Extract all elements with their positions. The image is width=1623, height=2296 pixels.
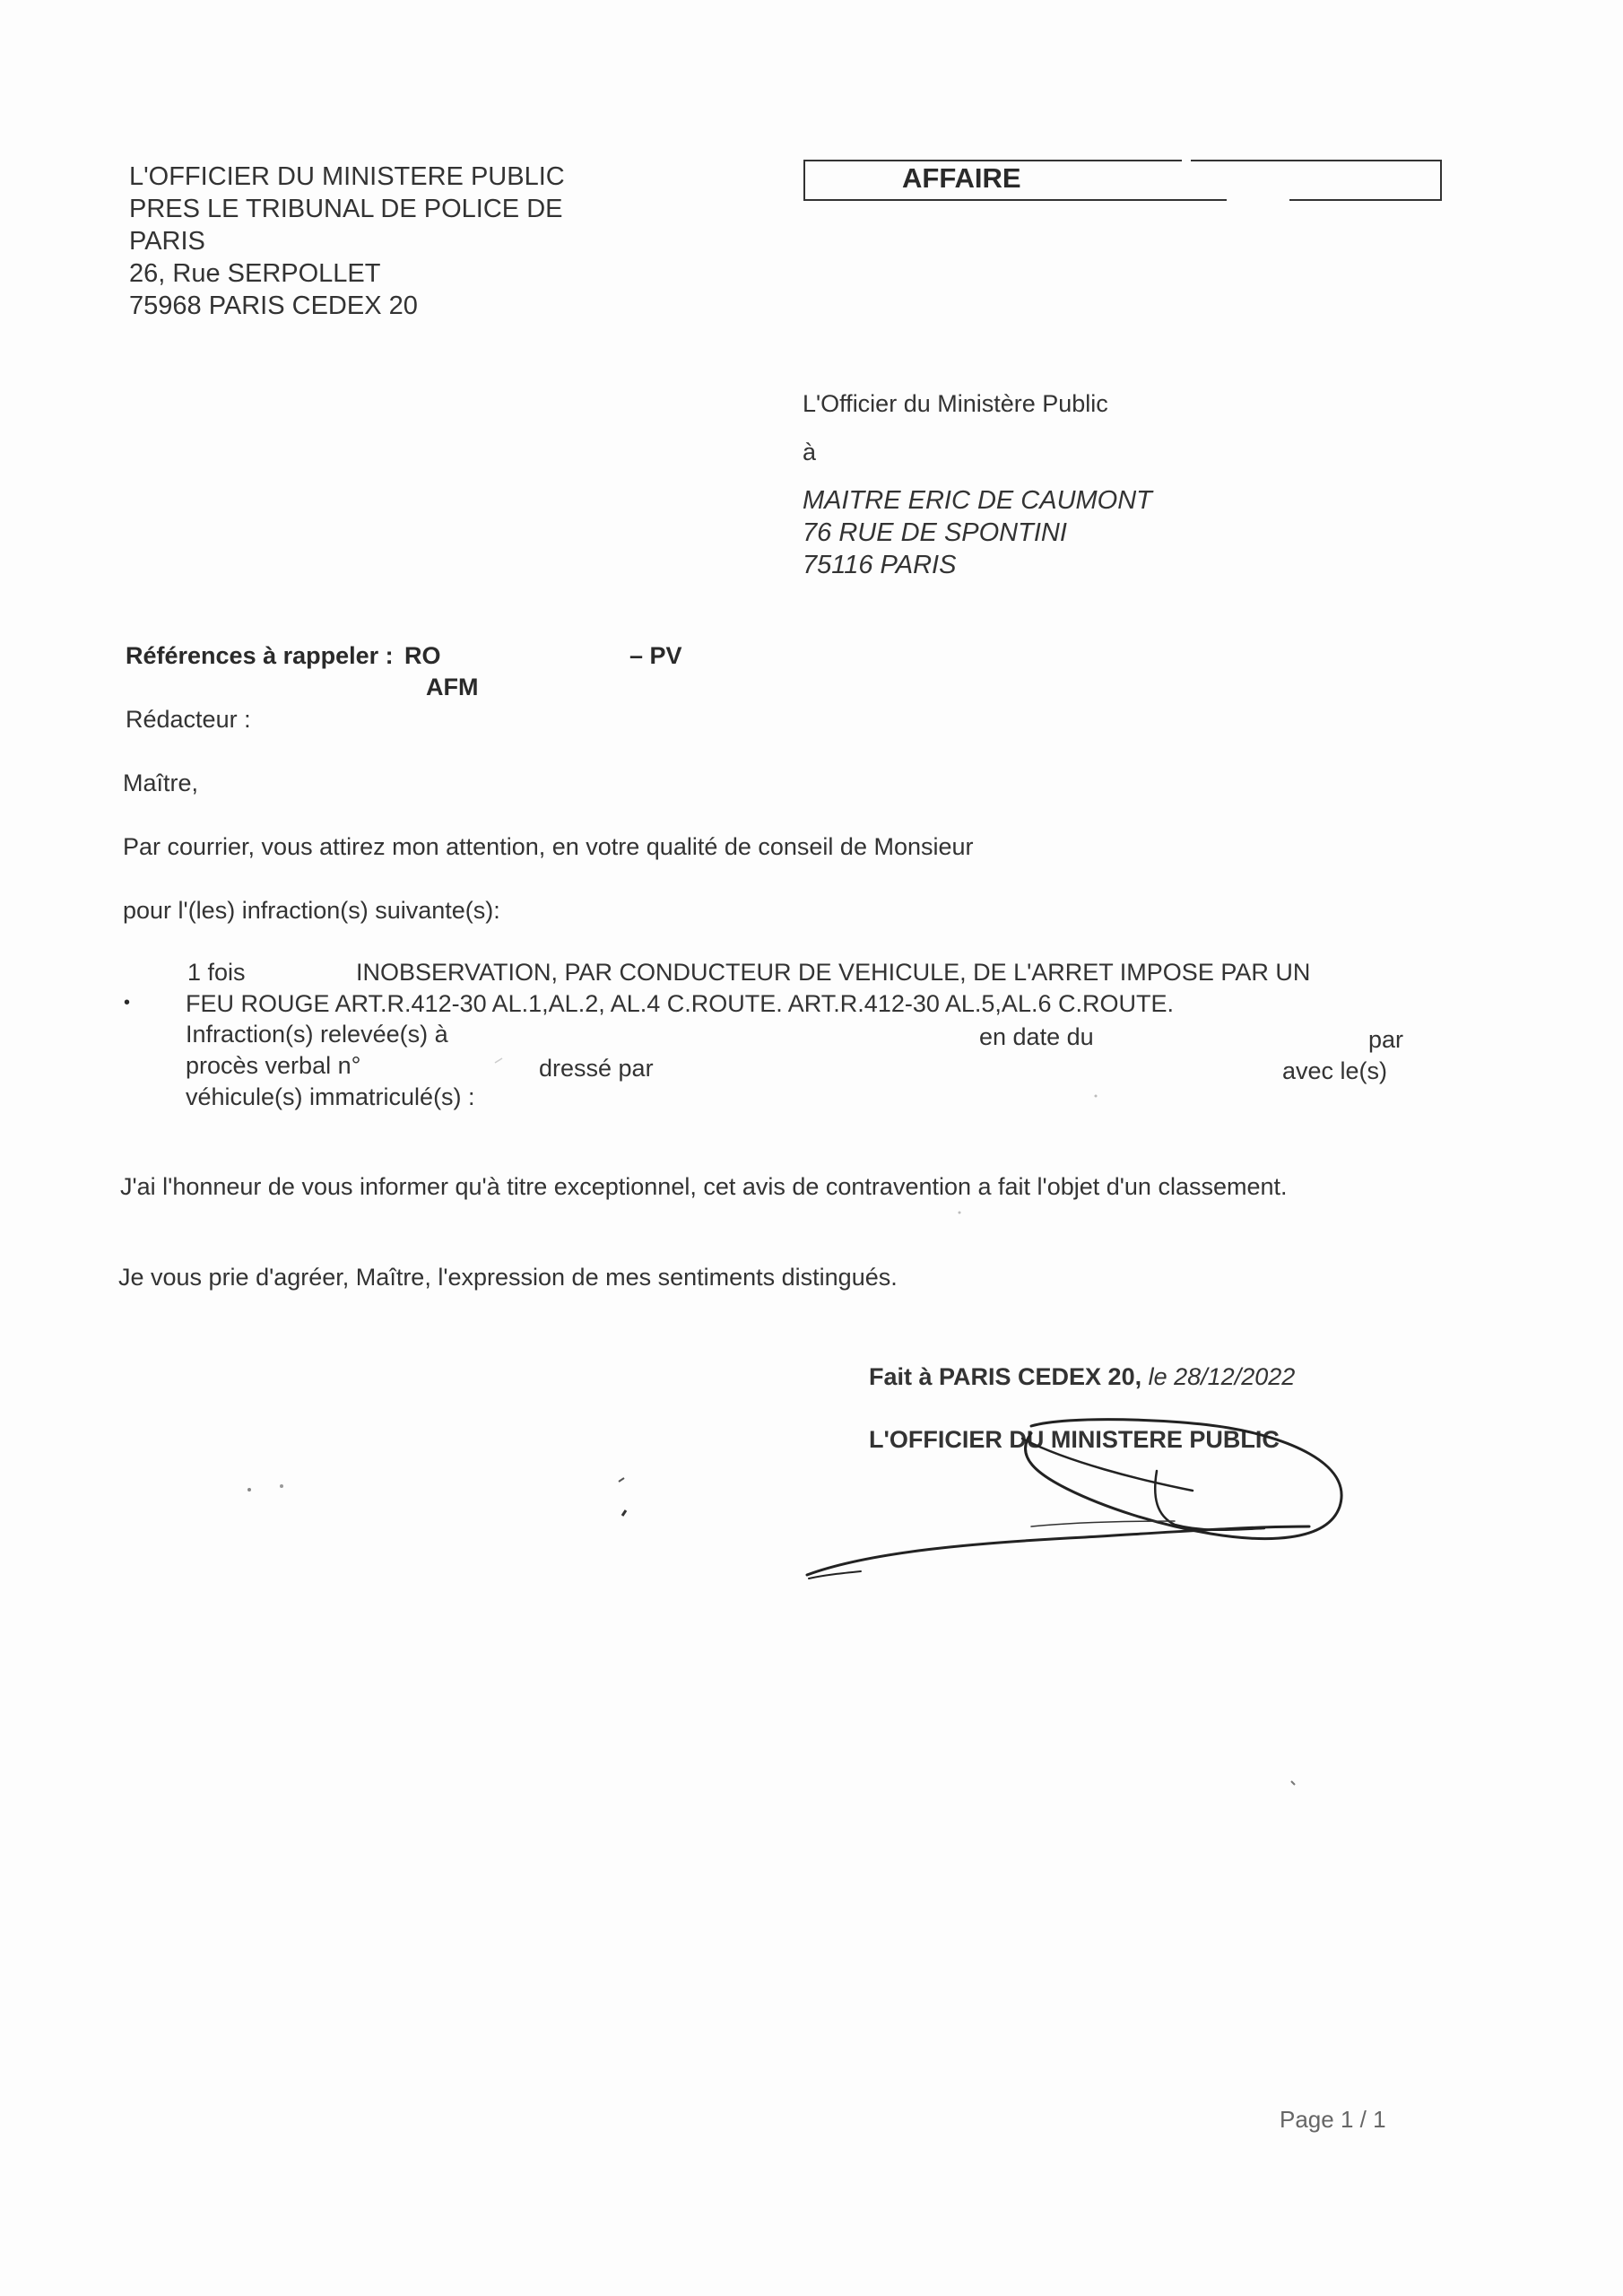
sender-line-2: PRES LE TRIBUNAL DE POLICE DE	[129, 195, 563, 223]
vehicules-label: véhicule(s) immatriculé(s) :	[186, 1083, 475, 1110]
affaire-label: AFFAIRE	[902, 162, 1021, 194]
sender-line-4: 26, Rue SERPOLLET	[129, 259, 381, 288]
sender-line-5: 75968 PARIS CEDEX 20	[129, 291, 418, 320]
redacteur-label: Rédacteur :	[126, 706, 251, 733]
recipient-address-line-2: 76 RUE DE SPONTINI	[803, 518, 1067, 547]
decision-paragraph: J'ai l'honneur de vous informer qu'à titre exceptionnel, cet avis de contravention a fait l'objet d'un classement.	[120, 1173, 1288, 1200]
proces-verbal-label: procès verbal n°	[186, 1052, 361, 1079]
infraction-count: 1 fois	[187, 959, 246, 986]
signatory-title: L'OFFICIER DU MINISTERE PUBLIC	[869, 1426, 1280, 1453]
infractions-intro: pour l'(les) infraction(s) suivante(s):	[123, 897, 500, 924]
infraction-line-2: FEU ROUGE ART.R.412-30 AL.1,AL.2, AL.4 C.ROUTE. ART.R.412-30 AL.5,AL.6 C.ROUTE.	[186, 990, 1174, 1017]
sender-line-1: L'OFFICIER DU MINISTERE PUBLIC	[129, 162, 565, 191]
recipient-from: L'Officier du Ministère Public	[803, 390, 1108, 417]
infraction-relevee: Infraction(s) relevée(s) à	[186, 1021, 448, 1048]
intro-paragraph: Par courrier, vous attirez mon attention, en votre qualité de conseil de Monsieur	[123, 833, 974, 860]
avec-les-label: avec le(s)	[1282, 1057, 1388, 1084]
bullet-icon: •	[124, 993, 131, 1013]
recipient-address-line-1: MAITRE ERIC DE CAUMONT	[803, 486, 1152, 515]
dresse-par-label: dressé par	[539, 1055, 654, 1082]
closing-paragraph: Je vous prie d'agréer, Maître, l'expression de mes sentiments distingués.	[118, 1264, 898, 1291]
sender-line-3: PARIS	[129, 227, 205, 256]
infraction-en-date-du: en date du	[979, 1023, 1094, 1050]
references-pv: – PV	[629, 642, 682, 669]
infraction-par: par	[1368, 1026, 1404, 1053]
fait-a-date: le 28/12/2022	[1148, 1363, 1296, 1390]
references-afm: AFM	[426, 674, 479, 700]
infraction-line-1: INOBSERVATION, PAR CONDUCTEUR DE VEHICULE, DE L'ARRET IMPOSE PAR UN	[356, 959, 1311, 986]
references-ro: RO	[404, 642, 441, 669]
page-number: Page 1 / 1	[1280, 2106, 1386, 2133]
salutation: Maître,	[123, 770, 199, 796]
recipient-to-word: à	[803, 439, 817, 465]
recipient-address-line-3: 75116 PARIS	[803, 551, 957, 579]
references-label: Références à rappeler :	[126, 642, 394, 669]
fait-a-place: Fait à PARIS CEDEX 20,	[869, 1363, 1142, 1390]
